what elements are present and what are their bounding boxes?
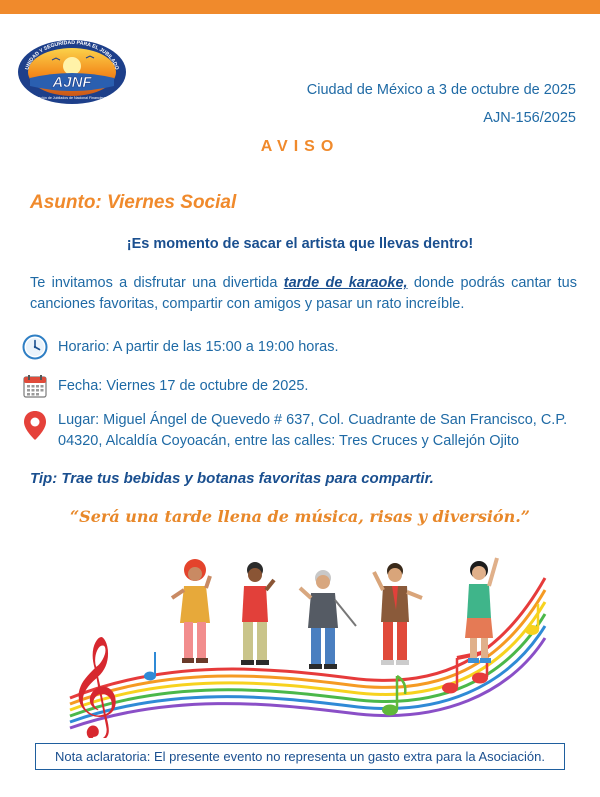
location-text: Lugar: Miguel Ángel de Quevedo # 637, Col. Cuadrante de San Francisco, C.P. 04320, Alcaldía Coyoacán, entre las calles: Tres Cruces y Callejón Ojito	[58, 412, 568, 449]
notice-title: AVISO	[260, 138, 340, 155]
quote-text: “Será una tarde llena de música, risas y diversión.”	[69, 507, 531, 526]
schedule-text: Horario: A partir de las 15:00 a 19:00 horas.	[58, 339, 339, 355]
subject-line: Asunto: Viernes Social	[30, 192, 237, 213]
svg-text:𝄞: 𝄞	[68, 634, 121, 737]
clock-icon	[22, 334, 48, 360]
reference-number: AJN-156/2025	[483, 110, 576, 126]
top-accent-bar	[0, 0, 600, 14]
tip-text: Tip: Trae tus bebidas y botanas favoritas para compartir.	[30, 470, 434, 487]
karaoke-singers-illustration	[50, 548, 550, 738]
date-text: Fecha: Viernes 17 de octubre de 2025.	[58, 378, 309, 394]
location-row	[22, 410, 578, 452]
svg-text:AJNF: AJNF	[52, 74, 92, 91]
svg-text:Asociación de Jubilados de Nac: Asociación de Jubilados de Nacional Financiera, A.C.	[29, 96, 115, 100]
schedule-row	[22, 334, 339, 360]
intro-text-end: donde podrás cantar tus canciones favoritas, compartir con amigos y pasar un rato increíble.	[30, 275, 577, 312]
intro-text-start: Te invitamos a disfrutar una divertida	[30, 275, 284, 291]
disclaimer-note: Nota aclaratoria: El presente evento no representa un gasto extra para la Asociación.	[35, 743, 565, 770]
svg-text:UNIDAD Y SEGURIDAD PARA EL JUB: UNIDAD Y SEGURIDAD PARA EL JUBILADO	[24, 39, 120, 71]
intro-paragraph	[30, 273, 577, 315]
ajnf-logo	[16, 38, 128, 106]
headline: ¡Es momento de sacar el artista que llevas dentro!	[126, 236, 474, 252]
place-and-date: Ciudad de México a 3 de octubre de 2025	[306, 82, 576, 98]
date-row	[22, 373, 308, 399]
map-pin-icon	[22, 410, 48, 442]
calendar-icon	[22, 373, 48, 399]
karaoke-highlight: tarde de karaoke,	[283, 275, 408, 291]
